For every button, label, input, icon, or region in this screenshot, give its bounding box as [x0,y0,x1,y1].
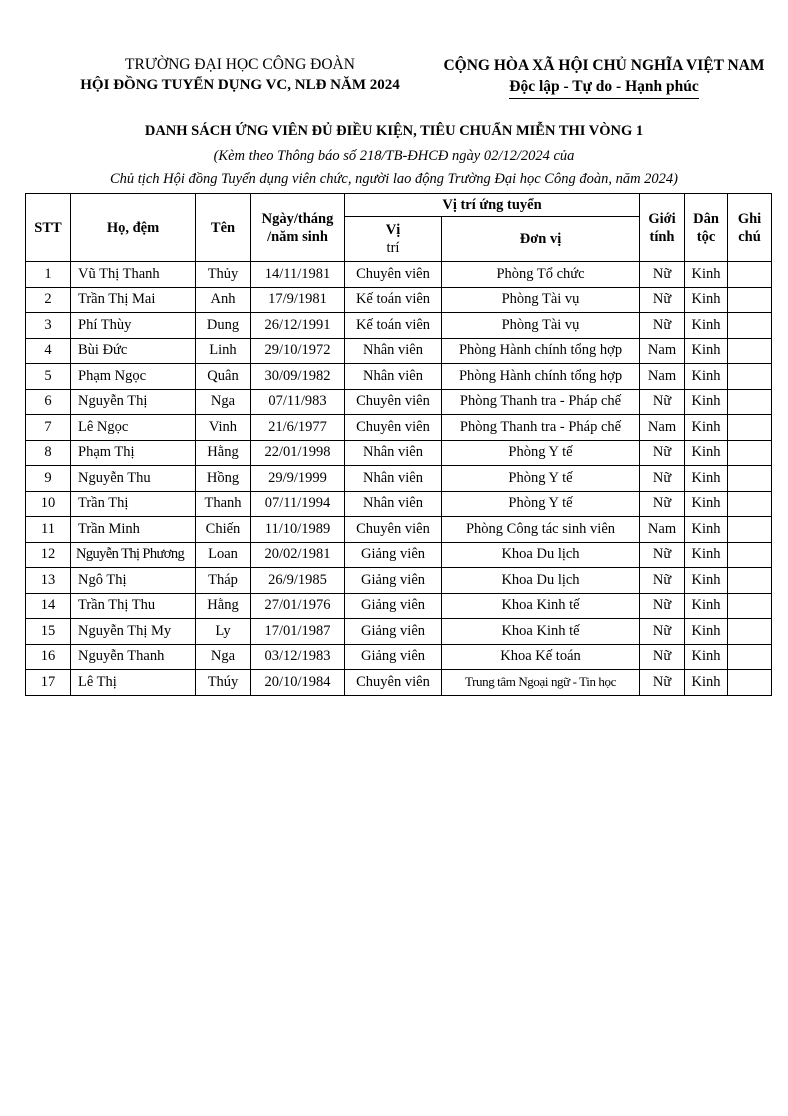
cell-ngay-sinh: 17/01/1987 [251,619,345,645]
header-don-vi: Đơn vị [442,217,640,262]
cell-gioi-tinh: Nam [640,517,685,543]
header-vi-tri-line-1: Vị [385,222,401,238]
header-vi-tri-line-2: trí [386,240,400,256]
cell-ten: Dung [196,313,251,339]
cell-ten: Thanh [196,491,251,517]
cell-stt: 8 [26,440,71,466]
cell-vi-tri: Nhân viên [345,491,442,517]
cell-don-vi: Phòng Tài vụ [442,313,640,339]
cell-vi-tri: Nhân viên [345,338,442,364]
cell-gioi-tinh: Nữ [640,313,685,339]
cell-ghi-chu [728,491,772,517]
cell-dan-toc: Kinh [685,619,728,645]
cell-don-vi: Phòng Thanh tra - Pháp chế [442,389,640,415]
cell-ngay-sinh: 21/6/1977 [251,415,345,441]
cell-dan-toc: Kinh [685,440,728,466]
cell-don-vi: Trung tâm Ngoại ngữ - Tin học [442,670,640,696]
cell-ngay-sinh: 11/10/1989 [251,517,345,543]
subtitle-line-1: (Kèm theo Thông báo số 218/TB-ĐHCĐ ngày 02/12/2024 của [213,148,575,164]
header-ngay-sinh-line-2: /năm sinh [267,228,328,245]
cell-stt: 5 [26,364,71,390]
table-row [26,262,772,288]
cell-ho-dem: Ngô Thị [71,568,196,594]
cell-don-vi: Phòng Y tế [442,491,640,517]
cell-gioi-tinh: Nam [640,338,685,364]
cell-ho-dem: Phạm Ngọc [71,364,196,390]
cell-ho-dem: Lê Ngọc [71,415,196,441]
cell-ghi-chu [728,466,772,492]
cell-ten: Nga [196,389,251,415]
cell-gioi-tinh: Nam [640,364,685,390]
cell-stt: 1 [26,262,71,288]
cell-ghi-chu [728,593,772,619]
cell-dan-toc: Kinh [685,568,728,594]
table-row [26,415,772,441]
cell-ngay-sinh: 26/9/1985 [251,568,345,594]
cell-dan-toc: Kinh [685,262,728,288]
cell-don-vi: Khoa Kinh tế [442,593,640,619]
cell-ghi-chu [728,262,772,288]
header-gioi-tinh-line-1: Giới [648,210,676,227]
cell-gioi-tinh: Nữ [640,389,685,415]
cell-ho-dem: Trần Minh [71,517,196,543]
cell-stt: 15 [26,619,71,645]
table-row [26,313,772,339]
cell-stt: 13 [26,568,71,594]
cell-vi-tri: Chuyên viên [345,517,442,543]
table-row [26,670,772,696]
cell-dan-toc: Kinh [685,644,728,670]
cell-ngay-sinh: 20/10/1984 [251,670,345,696]
cell-ten: Vinh [196,415,251,441]
cell-ngay-sinh: 07/11/983 [251,389,345,415]
cell-don-vi: Khoa Du lịch [442,568,640,594]
cell-dan-toc: Kinh [685,593,728,619]
cell-ngay-sinh: 27/01/1976 [251,593,345,619]
cell-dan-toc: Kinh [685,389,728,415]
cell-ghi-chu [728,338,772,364]
cell-don-vi: Phòng Thanh tra - Pháp chế [442,415,640,441]
cell-dan-toc: Kinh [685,466,728,492]
header-dan-toc [685,194,728,262]
cell-gioi-tinh: Nữ [640,593,685,619]
cell-don-vi: Phòng Y tế [442,440,640,466]
cell-don-vi: Khoa Du lịch [442,542,640,568]
cell-ngay-sinh: 20/02/1981 [251,542,345,568]
cell-gioi-tinh: Nữ [640,491,685,517]
table-row [26,466,772,492]
table-row [26,389,772,415]
table-row [26,619,772,645]
table-header-row [26,194,772,217]
cell-vi-tri: Chuyên viên [345,415,442,441]
cell-don-vi: Phòng Hành chính tổng hợp [442,338,640,364]
cell-dan-toc: Kinh [685,415,728,441]
document-title: DANH SÁCH ỨNG VIÊN ĐỦ ĐIỀU KIỆN, TIÊU CHUẨN MIỄN THI VÒNG 1 [144,123,644,139]
national-header [420,55,788,99]
cell-dan-toc: Kinh [685,338,728,364]
cell-ten: Ly [196,619,251,645]
table-row [26,593,772,619]
cell-vi-tri: Nhân viên [345,466,442,492]
cell-ten: Thúy [196,670,251,696]
cell-ghi-chu [728,517,772,543]
cell-vi-tri: Chuyên viên [345,262,442,288]
table-row [26,542,772,568]
nation-name: CỘNG HÒA XÃ HỘI CHỦ NGHĨA VIỆT NAM [443,57,765,74]
subtitle-line-2: Chủ tịch Hội đồng Tuyển dụng viên chức, người lao động Trường Đại học Công đoàn, năm 2024) [109,171,679,187]
header-gioi-tinh [640,194,685,262]
cell-dan-toc: Kinh [685,670,728,696]
cell-dan-toc: Kinh [685,364,728,390]
cell-vi-tri: Giảng viên [345,593,442,619]
header-dan-toc-line-2: tộc [696,228,716,245]
candidate-table [25,193,772,696]
cell-stt: 7 [26,415,71,441]
cell-ten: Anh [196,287,251,313]
cell-ghi-chu [728,644,772,670]
table-row [26,338,772,364]
cell-ho-dem: Vũ Thị Thanh [71,262,196,288]
cell-vi-tri: Kế toán viên [345,287,442,313]
cell-dan-toc: Kinh [685,517,728,543]
table-row [26,440,772,466]
cell-gioi-tinh: Nữ [640,466,685,492]
cell-ho-dem: Trần Thị Mai [71,287,196,313]
cell-stt: 10 [26,491,71,517]
council-name: HỘI ĐỒNG TUYỂN DỤNG VC, NLĐ NĂM 2024 [80,77,400,93]
cell-gioi-tinh: Nữ [640,262,685,288]
cell-ho-dem: Nguyễn Thị [71,389,196,415]
header-ngay-sinh [251,194,345,262]
cell-ghi-chu [728,415,772,441]
cell-ngay-sinh: 30/09/1982 [251,364,345,390]
header-vi-tri-ung-tuyen: Vị trí ứng tuyển [345,194,640,217]
cell-ghi-chu [728,542,772,568]
table-body [26,262,772,696]
cell-gioi-tinh: Nữ [640,619,685,645]
cell-ho-dem: Nguyễn Thanh [71,644,196,670]
cell-ten: Nga [196,644,251,670]
header-gioi-tinh-line-2: tính [649,228,675,245]
cell-ho-dem: Phí Thùy [71,313,196,339]
cell-don-vi: Phòng Hành chính tổng hợp [442,364,640,390]
cell-vi-tri: Chuyên viên [345,670,442,696]
table-row [26,517,772,543]
cell-dan-toc: Kinh [685,313,728,339]
cell-gioi-tinh: Nữ [640,670,685,696]
cell-ghi-chu [728,313,772,339]
organization-header [40,55,440,95]
cell-ngay-sinh: 07/11/1994 [251,491,345,517]
cell-gioi-tinh: Nữ [640,440,685,466]
cell-ho-dem: Bùi Đức [71,338,196,364]
table-row [26,287,772,313]
cell-vi-tri: Kế toán viên [345,313,442,339]
cell-ngay-sinh: 17/9/1981 [251,287,345,313]
cell-ten: Linh [196,338,251,364]
cell-ghi-chu [728,619,772,645]
cell-vi-tri: Nhân viên [345,364,442,390]
cell-vi-tri: Nhân viên [345,440,442,466]
cell-ngay-sinh: 29/10/1972 [251,338,345,364]
header-ten: Tên [196,194,251,262]
cell-vi-tri: Giảng viên [345,542,442,568]
cell-don-vi: Phòng Tài vụ [442,287,640,313]
cell-stt: 9 [26,466,71,492]
cell-vi-tri: Giảng viên [345,568,442,594]
header-ghi-chu-line-2: chú [738,228,761,245]
cell-gioi-tinh: Nữ [640,542,685,568]
cell-stt: 3 [26,313,71,339]
cell-gioi-tinh: Nữ [640,644,685,670]
cell-ngay-sinh: 14/11/1981 [251,262,345,288]
cell-ngay-sinh: 03/12/1983 [251,644,345,670]
cell-ten: Quân [196,364,251,390]
cell-dan-toc: Kinh [685,542,728,568]
cell-ghi-chu [728,568,772,594]
table-row [26,568,772,594]
cell-ho-dem: Trần Thị Thu [71,593,196,619]
cell-ghi-chu [728,364,772,390]
cell-ho-dem: Trần Thị [71,491,196,517]
cell-ngay-sinh: 26/12/1991 [251,313,345,339]
cell-don-vi: Phòng Tổ chức [442,262,640,288]
cell-stt: 12 [26,542,71,568]
university-name: TRƯỜNG ĐẠI HỌC CÔNG ĐOÀN [125,56,355,73]
cell-ten: Loan [196,542,251,568]
header-ghi-chu-line-1: Ghi [737,210,762,227]
cell-ten: Hằng [196,593,251,619]
cell-ho-dem: Nguyễn Thị Phương [71,542,196,568]
cell-ho-dem: Nguyễn Thị My [71,619,196,645]
cell-ngay-sinh: 22/01/1998 [251,440,345,466]
cell-ghi-chu [728,287,772,313]
cell-don-vi: Khoa Kế toán [442,644,640,670]
cell-ho-dem: Phạm Thị [71,440,196,466]
cell-gioi-tinh: Nam [640,415,685,441]
cell-ten: Thủy [196,262,251,288]
table-row [26,364,772,390]
cell-stt: 2 [26,287,71,313]
header-ghi-chu [728,194,772,262]
cell-don-vi: Phòng Y tế [442,466,640,492]
header-dan-toc-line-1: Dân [693,210,719,227]
header-vi-tri [345,217,442,262]
cell-ghi-chu [728,670,772,696]
cell-gioi-tinh: Nữ [640,568,685,594]
cell-gioi-tinh: Nữ [640,287,685,313]
header-ngay-sinh-line-1: Ngày/tháng [261,210,334,227]
cell-stt: 16 [26,644,71,670]
cell-ten: Hằng [196,440,251,466]
table-row [26,491,772,517]
cell-ho-dem: Lê Thị [71,670,196,696]
header-stt: STT [26,194,71,262]
cell-vi-tri: Giảng viên [345,619,442,645]
cell-stt: 14 [26,593,71,619]
cell-vi-tri: Giảng viên [345,644,442,670]
cell-stt: 4 [26,338,71,364]
cell-vi-tri: Chuyên viên [345,389,442,415]
table-row [26,644,772,670]
cell-ghi-chu [728,440,772,466]
cell-ghi-chu [728,389,772,415]
cell-dan-toc: Kinh [685,287,728,313]
document-subtitle [0,145,788,191]
cell-ten: Hồng [196,466,251,492]
cell-stt: 6 [26,389,71,415]
nation-motto: Độc lập - Tự do - Hạnh phúc [509,76,698,99]
cell-don-vi: Phòng Công tác sinh viên [442,517,640,543]
cell-ten: Chiến [196,517,251,543]
cell-dan-toc: Kinh [685,491,728,517]
cell-ho-dem: Nguyễn Thu [71,466,196,492]
header-ho-dem: Họ, đệm [71,194,196,262]
cell-don-vi: Khoa Kinh tế [442,619,640,645]
cell-stt: 11 [26,517,71,543]
cell-ten: Tháp [196,568,251,594]
cell-ngay-sinh: 29/9/1999 [251,466,345,492]
cell-stt: 17 [26,670,71,696]
